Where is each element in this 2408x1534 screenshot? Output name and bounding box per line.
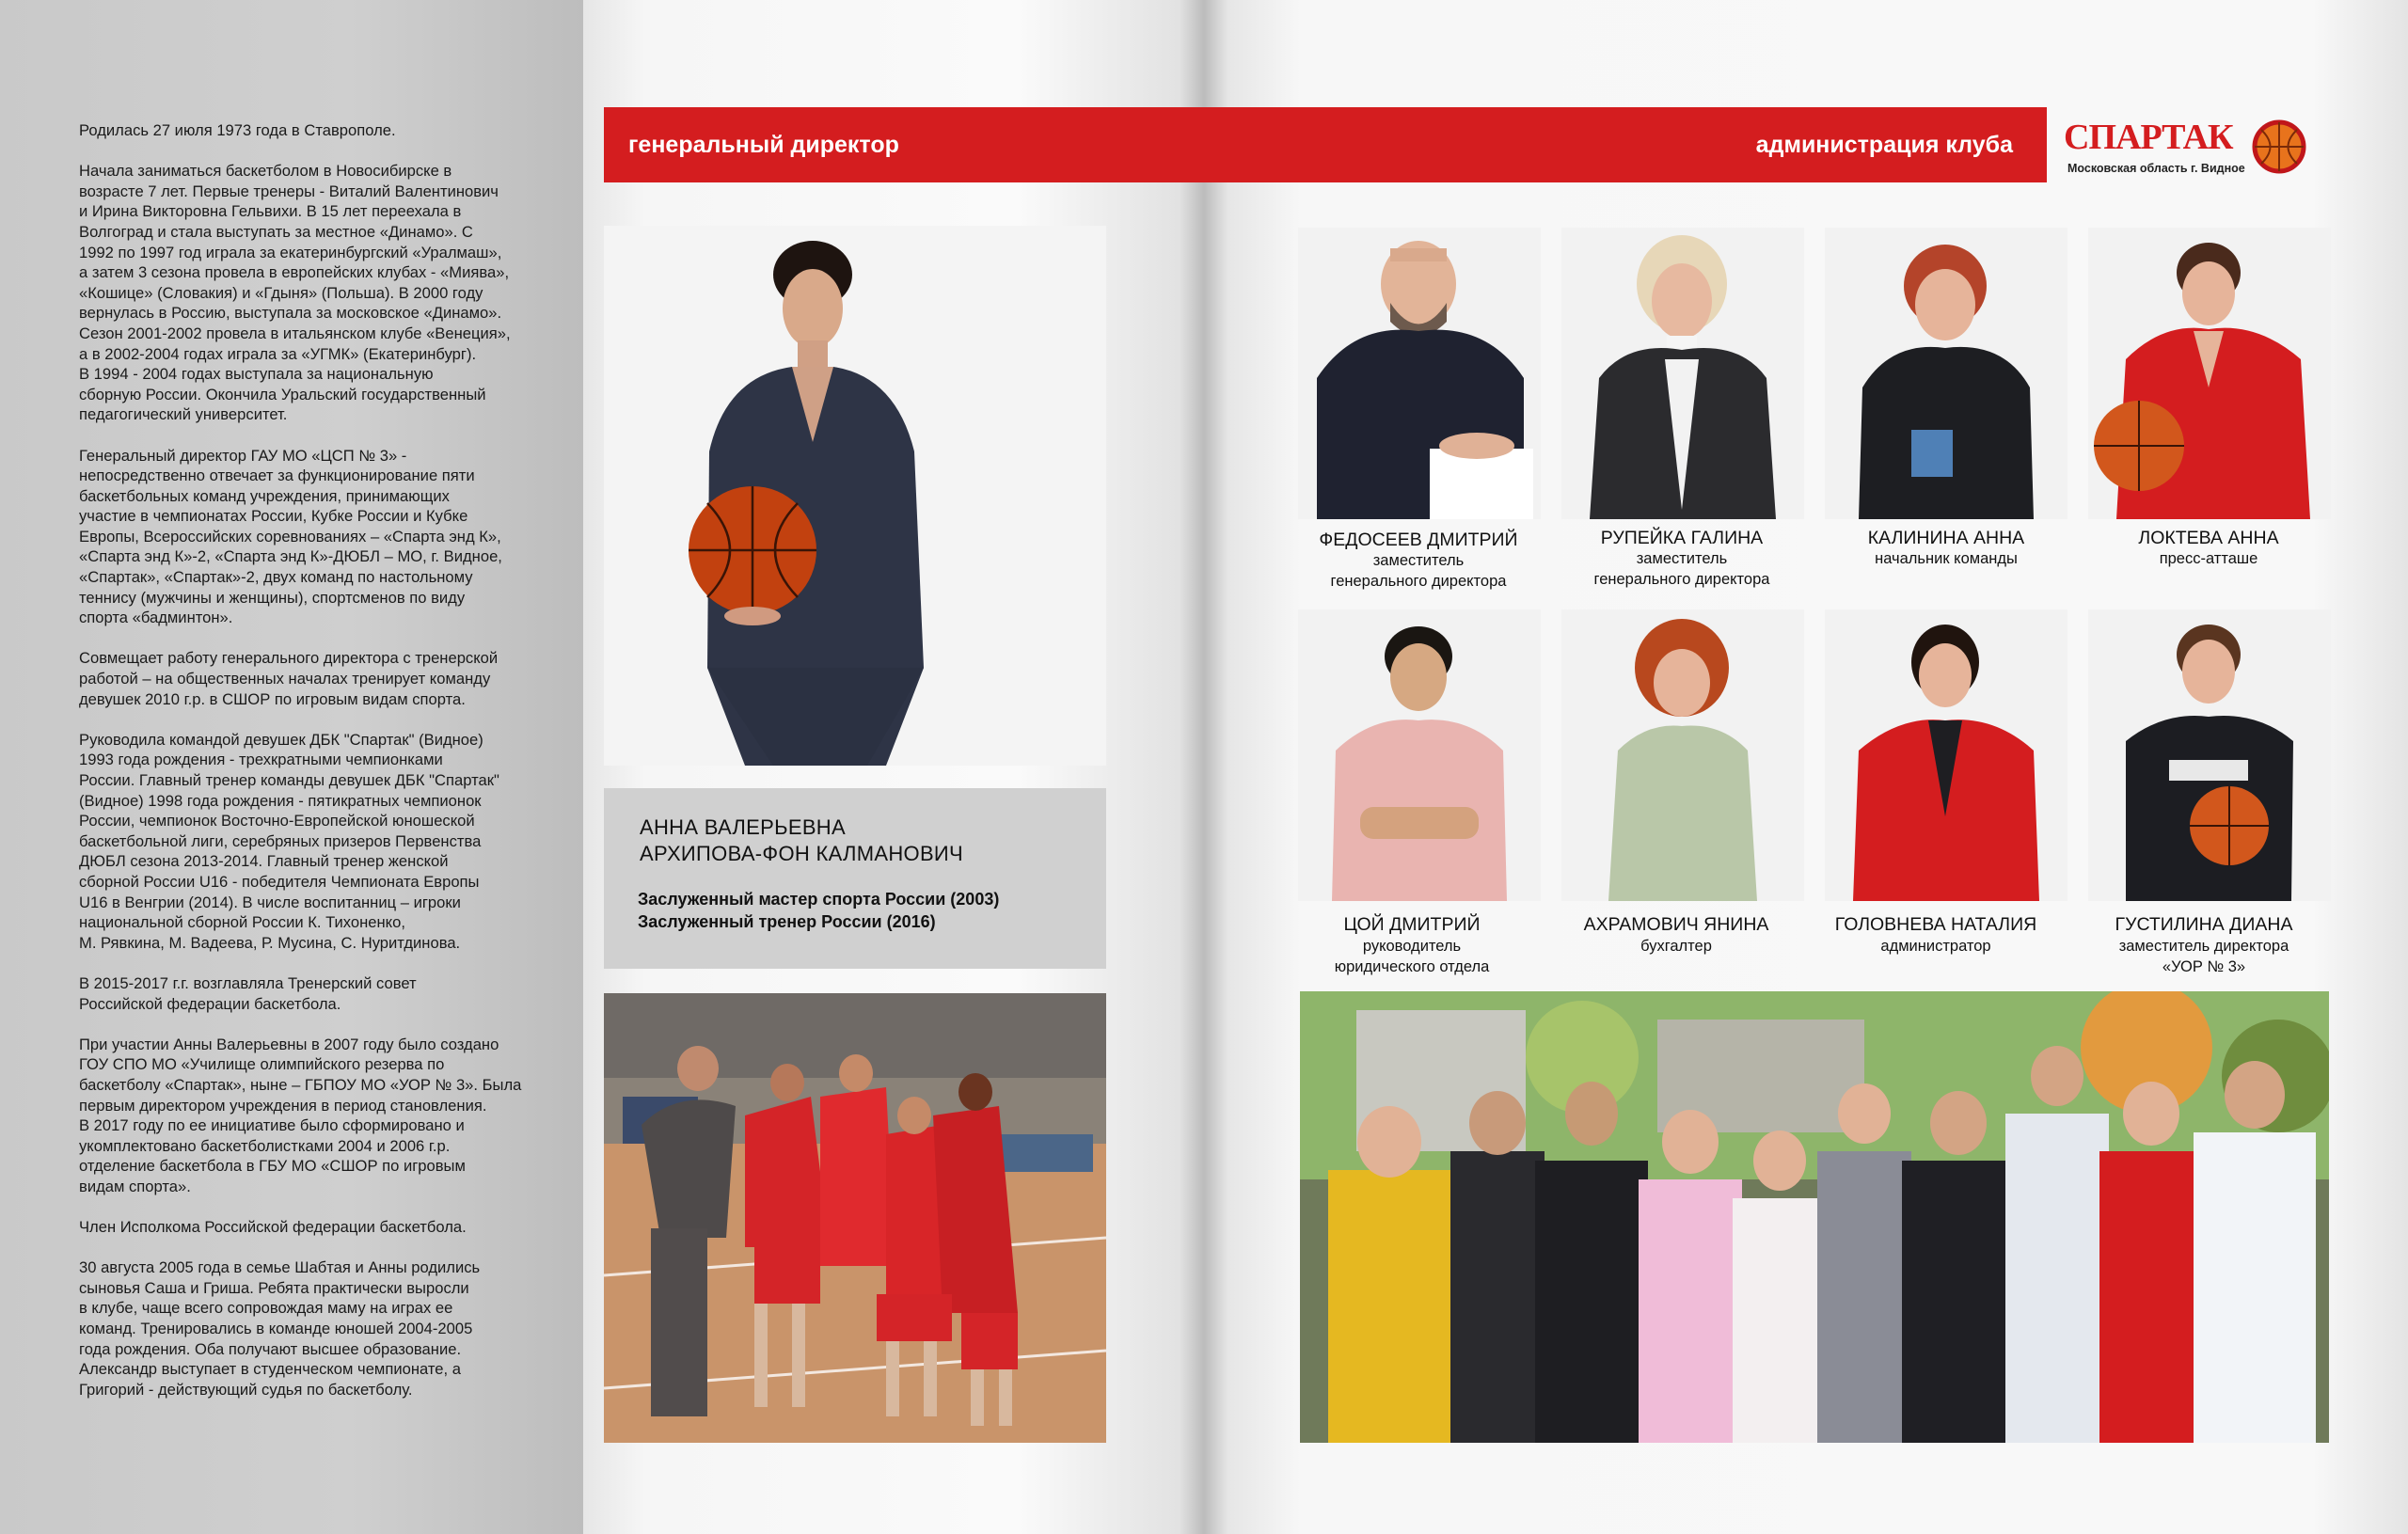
staff-name-7: ГУСТИЛИНА ДИАНА xyxy=(2115,914,2293,935)
staff-name-6: ГОЛОВНЕВА НАТАЛИЯ xyxy=(1834,914,2037,935)
bio-panel xyxy=(0,0,583,1534)
staff-name-0: ФЕДОСЕЕВ ДМИТРИЙ xyxy=(1319,530,1518,550)
administration-group-photo xyxy=(1300,991,2329,1443)
staff-photo-lokteva xyxy=(2088,228,2331,519)
director-name-line1: АННА ВАЛЕРЬЕВНА xyxy=(640,815,846,839)
staff-role-0a: заместитель xyxy=(1372,552,1465,569)
staff-role-4b: юридического отдела xyxy=(1334,958,1490,975)
section-title-director: генеральный директор xyxy=(628,131,899,158)
basketball-logo-icon xyxy=(2248,117,2310,177)
staff-name-5: АХРАМОВИЧ ЯНИНА xyxy=(1583,914,1769,935)
header-bar-left xyxy=(604,107,1204,182)
staff-role-1b: генерального директора xyxy=(1593,571,1770,588)
staff-photo-akhramovich xyxy=(1561,609,1804,901)
staff-photo-tsoy xyxy=(1298,609,1541,901)
director-name-line2: АРХИПОВА-ФОН КАЛМАНОВИЧ xyxy=(640,842,964,865)
director-title-1: Заслуженный мастер спорта России (2003) xyxy=(638,890,1000,909)
bio-paragraph: Совмещает работу генерального директора с тренерской работой – на общественных началах тренирует команду девушек 2010 г.р. в СШОР по игровым видам спорта. xyxy=(79,649,499,708)
staff-name-3: ЛОКТЕВА АННА xyxy=(2138,528,2279,548)
bio-paragraph: При участии Анны Валерьевны в 2007 году было создано ГОУ СПО МО «Училище олимпийского резерва по баскетболу «Спартак», ныне – ГБПОУ МО «УОР № 3». Была первым директором учреждения в период становления. В 2017 году по ее инициативе было сформировано и укомплектовано баскетболистками 2004 и 2006 г.р. отделение баскетбола в ГБУ МО «СШОР по игровым видам спорта». xyxy=(79,1035,522,1195)
staff-photo-rupeyka xyxy=(1561,228,1804,519)
staff-role-2a: начальник команды xyxy=(1875,550,2018,567)
staff-role-6a: администратор xyxy=(1880,938,1991,955)
section-title-administration: администрация клуба xyxy=(1755,131,2013,158)
club-logo-text: СПАРТАК xyxy=(2064,118,2233,157)
staff-name-4: ЦОЙ ДМИТРИЙ xyxy=(1343,914,1481,935)
bio-paragraph: В 2015-2017 г.г. возглавляла Тренерский совет Российской федерации баскетбола. xyxy=(79,973,417,1013)
staff-role-7a: заместитель директора xyxy=(2118,938,2289,955)
staff-role-5a: бухгалтер xyxy=(1640,938,1712,955)
staff-role-7b: «УОР № 3» xyxy=(2162,958,2246,975)
bio-paragraph: 30 августа 2005 года в семье Шабтая и Анны родились сыновья Саша и Гриша. Ребята практически выросли в клубе, чаще всего сопровождая маму на играх ее команд. Тренировались в команде юношей 2004-2005 года рождения. Оба получают высшее образование. Александр выступает в студенческом чемпионате, а Григорий - действующий судья по баскетболу. xyxy=(79,1258,481,1399)
staff-role-0b: генерального директора xyxy=(1330,573,1507,590)
staff-role-3a: пресс-атташе xyxy=(2159,550,2258,567)
bio-paragraph: Родилась 27 июля 1973 года в Ставрополе. xyxy=(79,121,396,139)
staff-role-4a: руководитель xyxy=(1362,938,1462,955)
bio-paragraph: Руководила командой девушек ДБК "Спартак" (Видное) 1993 года рождения - трехкратными чемпионками России. Главный тренер команды девушек ДБК "Спартак" (Видное) 1998 года рождения - пятикратных чемпионок России, чемпионок Восточно-Европейской юношеской баскетбольной лиги, серебряных призеров Первенства ДЮБЛ сезона 2013-2014. Главный тренер женской сборной России U16 - победителя Чемпионата Европы U16 в Венгрии (2014). В числе воспитанниц – игроки национальной сборной России К. Тихоненко, М. Рявкина, М. Вадеева, Р. Мусина, С. Нуритдинова. xyxy=(79,730,499,952)
staff-photo-gustilina xyxy=(2088,609,2331,901)
bio-paragraph: Генеральный директор ГАУ МО «ЦСП № 3» - непосредственно отвечает за функционирование пяти баскетбольных команд учреждения, принимающих участие в чемпионатах России, Кубке России и Кубке Европы, Всероссийских соревнованиях – «Спарта энд К», «Спарта энд К»-2, «Спарта энд К»-ДЮБЛ – МО, г. Видное, «Спартак», «Спартак»-2, двух команд по настольному теннису (мужчины и женщины), спортсменов по виду спорта «бадминтон». xyxy=(79,446,502,627)
bio-paragraph: Начала заниматься баскетболом в Новосибирске в возрасте 7 лет. Первые тренеры - Виталий Валентинович и Ирина Викторовна Гельвихи. В 15 лет переехала в Волгоград и стала выступать за местное «Динамо». С 1992 по 1997 год играла за екатеринбургский «Уралмаш», а затем 3 сезона провела в европейских клубах - «Миява», «Кошице» (Словакия) и «Гдыня» (Польша). В 2000 году вернулась в Россию, выступала за московское «Динамо». Сезон 2001-2002 провела в итальянском клубе «Венеция», а в 2002-2004 годах играла за «УГМК» (Екатеринбург). В 1994 - 2004 годах выступала за национальную сборную России. Окончила Уральский государственный педагогический университет. xyxy=(79,162,511,424)
staff-name-2: КАЛИНИНА АННА xyxy=(1867,528,2025,548)
staff-role-1a: заместитель xyxy=(1636,550,1728,567)
staff-name-1: РУПЕЙКА ГАЛИНА xyxy=(1600,528,1764,548)
bio-paragraph: Член Исполкома Российской федерации баскетбола. xyxy=(79,1218,467,1237)
director-title-2: Заслуженный тренер России (2016) xyxy=(638,912,936,931)
staff-photo-kalinina xyxy=(1825,228,2067,519)
director-photo xyxy=(604,226,1106,766)
header-bar-right xyxy=(1204,107,2047,182)
club-logo-subtitle: Московская область г. Видное xyxy=(2067,162,2245,175)
biography-text xyxy=(79,120,559,1420)
staff-photo-fedoseev xyxy=(1298,228,1541,519)
staff-photo-golovneva xyxy=(1825,609,2067,901)
coach-team-huddle-photo xyxy=(604,993,1106,1443)
